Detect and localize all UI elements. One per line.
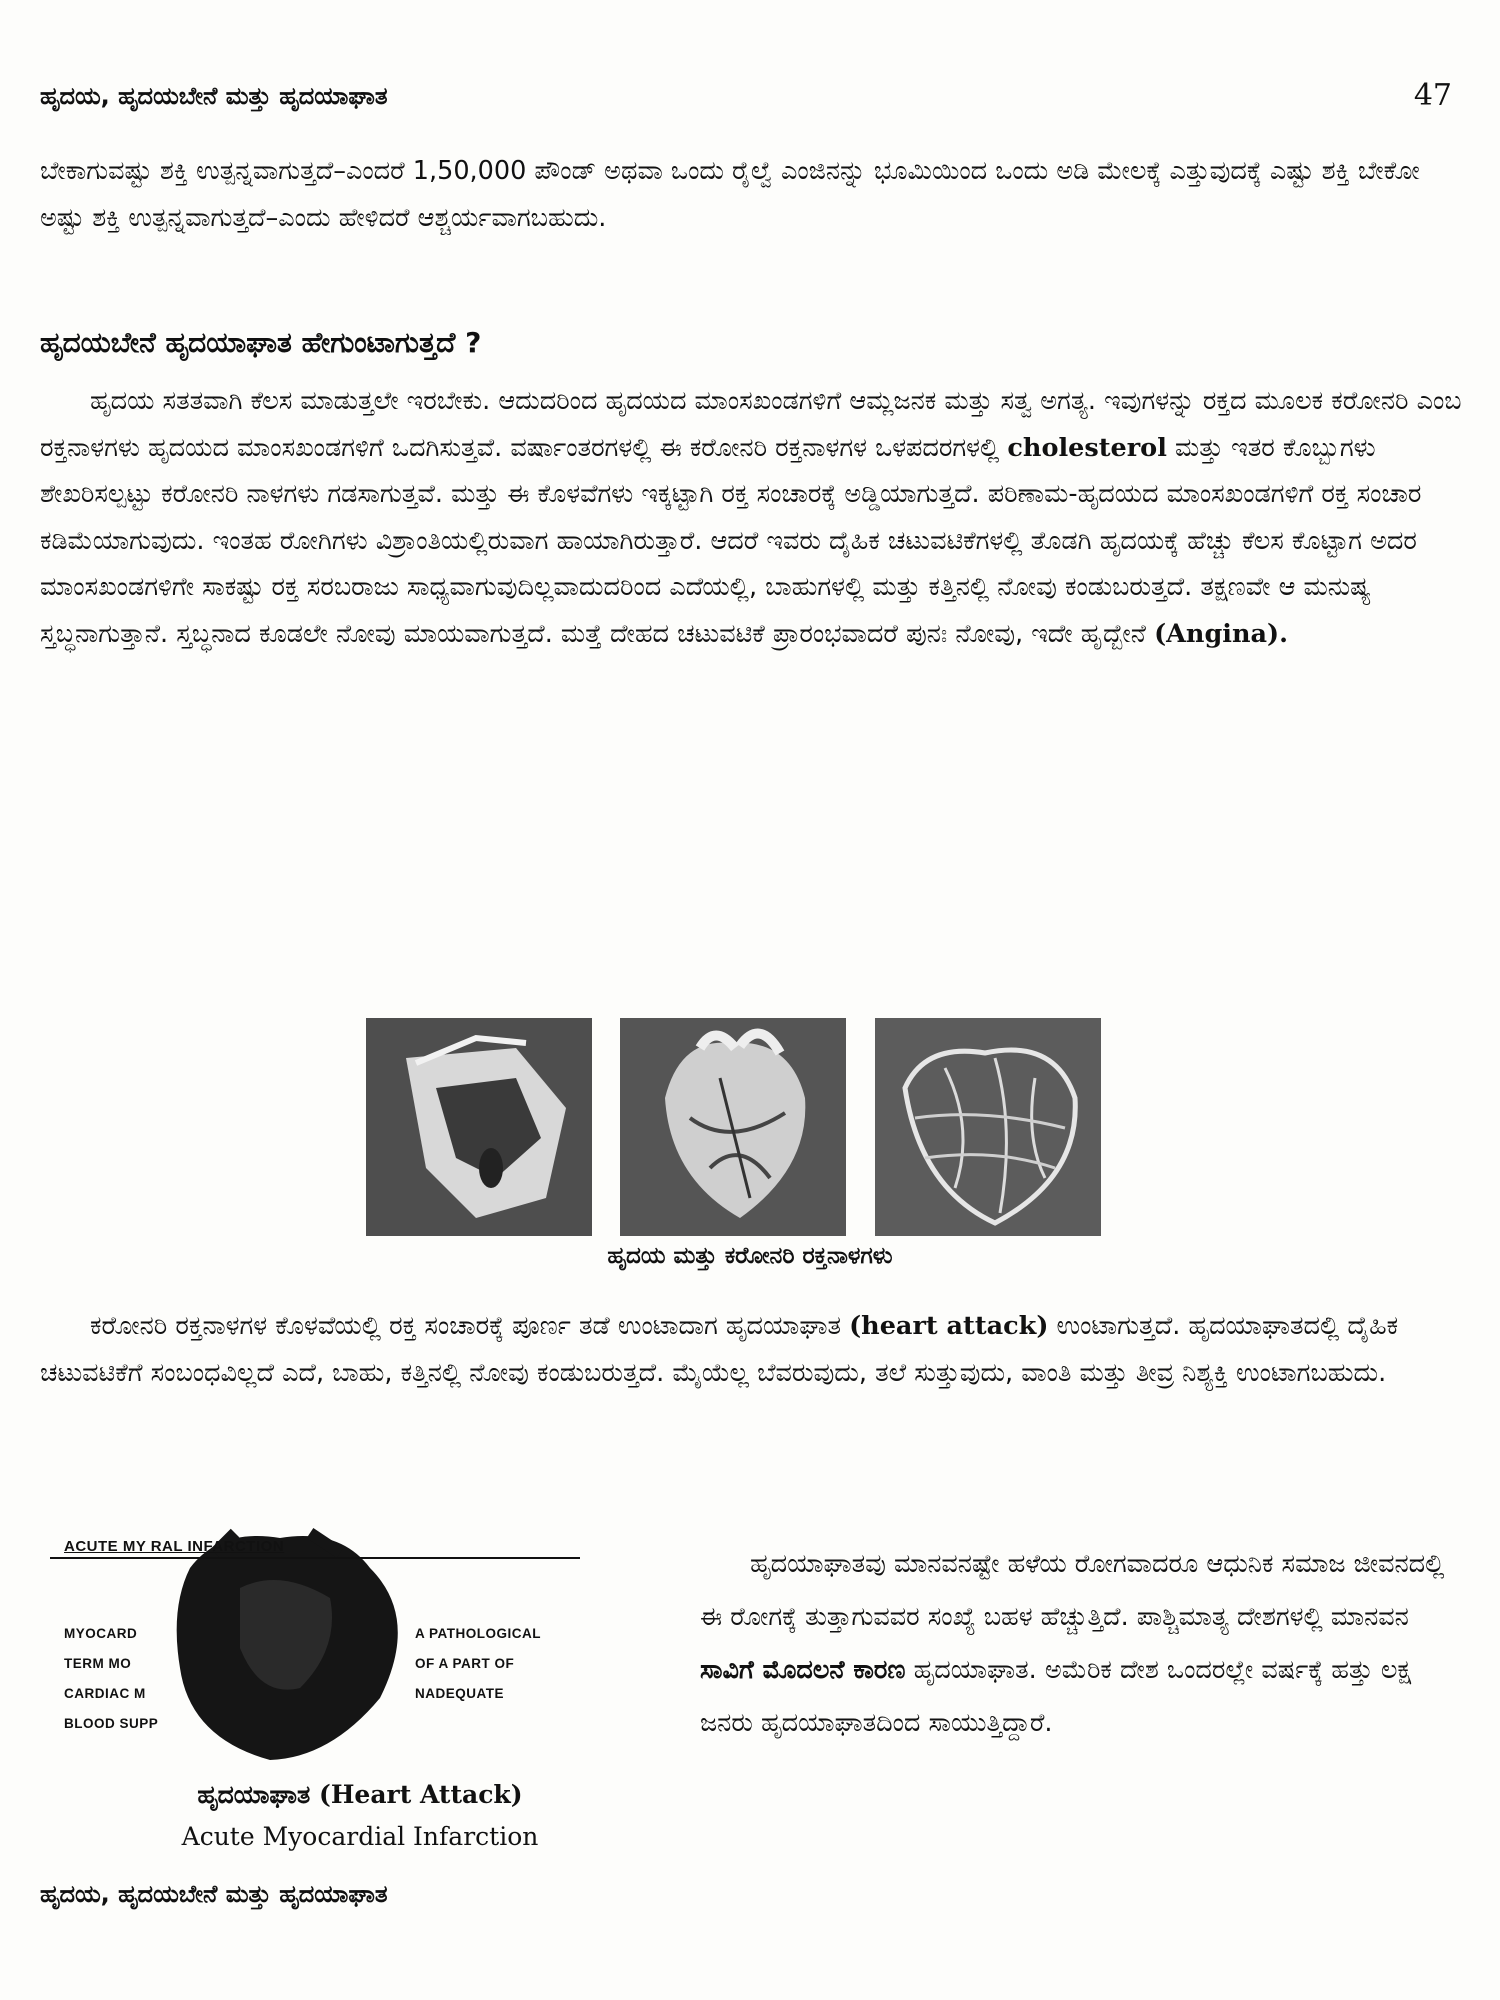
paragraph-angina-text-1: ಹೃದಯ ಸತತವಾಗಿ ಕೆಲಸ ಮಾಡುತ್ತಲೇ ಇರಬೇಕು. ಆದುದರಿಂದ ಹೃದಯದ ಮಾಂಸಖಂಡಗಳಿಗೆ ಆಮ್ಲಜನಕ ಮತ್ತು ಸತ್ವ ಅಗತ್ಯ. ಇವುಗಳನ್ನು ರಕ್ತದ ಮೂಲಕ ಕರೋನರಿ ಎಂಬ ರಕ್ತನಾಳಗಳು ಹೃದಯದ ಮಾಂಸಖಂಡಗಳಿಗೆ ಒದಗಿಸುತ್ತವೆ. ವರ್ಷಾಂತರಗಳಲ್ಲಿ ಈ ಕರೋನರಿ ರಕ್ತನಾಳಗಳ ಒಳಪದರಗಳಲ್ಲಿ xyxy=(40,386,1462,463)
ami-line3-a: CARDIAC M xyxy=(64,1686,146,1701)
paragraph-angina xyxy=(40,378,1465,657)
paragraph-mortality-text-2: ಹೃದಯಾಘಾತ. ಅಮೆರಿಕ ದೇಶ ಒಂದರಲ್ಲೇ ವರ್ಷಕ್ಕೆ ಹತ್ತು ಲಕ್ಷ ಜನರು ಹೃದಯಾಘಾತದಿಂದ ಸಾಯುತ್ತಿದ್ದಾರೆ. xyxy=(700,1655,1412,1738)
ami-line1-a: MYOCARD xyxy=(64,1626,138,1641)
ami-figure xyxy=(40,1528,588,1766)
term-angina: (Angina). xyxy=(1154,618,1288,649)
heart-image-1 xyxy=(366,1018,592,1236)
paragraph-mortality xyxy=(700,1538,1465,1750)
bottom-running-title: ಹೃದಯ, ಹೃದಯಬೇನೆ ಮತ್ತು ಹೃದಯಾಘಾತ xyxy=(40,1880,388,1908)
term-cholesterol: cholesterol xyxy=(1007,432,1167,463)
ami-line3-b: NADEQUATE xyxy=(415,1686,505,1701)
paragraph-angina-text-2: ಮತ್ತು ಇತರ ಕೊಬ್ಬುಗಳು ಶೇಖರಿಸಲ್ಪಟ್ಟು ಕರೋನರಿ ನಾಳಗಳು ಗಡಸಾಗುತ್ತವೆ. ಮತ್ತು ಈ ಕೊಳವೆಗಳು ಇಕ್ಕಟ್ಟಾಗಿ ರಕ್ತ ಸಂಚಾರಕ್ಕೆ ಅಡ್ಡಿಯಾಗುತ್ತದೆ. ಪರಿಣಾಮ-ಹೃದಯದ ಮಾಂಸಖಂಡಗಳಿಗೆ ರಕ್ತ ಸಂಚಾರ ಕಡಿಮೆಯಾಗುವುದು. ಇಂತಹ ರೋಗಿಗಳು ವಿಶ್ರಾಂತಿಯಲ್ಲಿರುವಾಗ ಹಾಯಾಗಿರುತ್ತಾರೆ. ಆದರೆ ಇವರು ದೈಹಿಕ ಚಟುವಟಿಕೆಗಳಲ್ಲಿ ತೊಡಗಿ ಹೃದಯಕ್ಕೆ ಹೆಚ್ಚು ಕೆಲಸ ಕೊಟ್ಟಾಗ ಅದರ ಮಾಂಸಖಂಡಗಳಿಗೇ ಸಾಕಷ್ಟು ರಕ್ತ ಸರಬರಾಜು ಸಾಧ್ಯವಾಗುವುದಿಲ್ಲವಾದುದರಿಂದ ಎದೆಯಲ್ಲಿ, ಬಾಹುಗಳಲ್ಲಿ ಮತ್ತು ಕತ್ತಿನಲ್ಲಿ ನೋವು ಕಂಡುಬರುತ್ತದೆ. ತಕ್ಷಣವೇ ಆ ಮನುಷ್ಯ ಸ್ತಬ್ಧನಾಗುತ್ತಾನೆ. ಸ್ತಬ್ಧನಾದ ಕೂಡಲೇ ನೋವು ಮಾಯವಾಗುತ್ತದೆ. ಮತ್ತೆ ದೇಹದ ಚಟುವಟಿಕೆ ಪ್ರಾರಂಭವಾದರೆ ಪುನಃ ನೋವು, ಇದೇ ಹೃದ್ಬೇನೆ xyxy=(40,432,1422,649)
running-header xyxy=(40,78,1460,118)
heart-figure-caption: ಹೃದಯ ಮತ್ತು ಕರೋನರಿ ರಕ್ತನಾಳಗಳು xyxy=(607,1243,893,1269)
heart-image-2 xyxy=(620,1018,846,1236)
paragraph-intro: ಬೇಕಾಗುವಷ್ಟು ಶಕ್ತಿ ಉತ್ಪನ್ನವಾಗುತ್ತದೆ–ಎಂದರೆ 1,50,000 ಪೌಂಡ್ ಅಥವಾ ಒಂದು ರೈಲ್ವೆ ಎಂಜಿನನ್ನು ಭೂಮಿಯಿಂದ ಒಂದು ಅಡಿ ಮೇಲಕ್ಕೆ ಎತ್ತುವುದಕ್ಕೆ ಎಷ್ಟು ಶಕ್ತಿ ಬೇಕೋ ಅಷ್ಟು ಶಕ್ತಿ ಉತ್ಪನ್ನವಾಗುತ್ತದೆ–ಎಂದು ಹೇಳಿದರೆ ಆಶ್ಚರ್ಯವಾಗಬಹುದು. xyxy=(40,156,1420,233)
paragraph-mortality-bold: ಸಾವಿಗೆ ಮೊದಲನೆ ಕಾರಣ xyxy=(700,1655,906,1685)
page-number: 47 xyxy=(1413,78,1452,113)
running-title: ಹೃದಯ, ಹೃದಯಬೇನೆ ಮತ್ತು ಹೃದಯಾಘಾತ xyxy=(40,82,388,110)
heart-image-3 xyxy=(875,1018,1101,1236)
ami-line2-b: OF A PART OF xyxy=(415,1656,515,1671)
ami-caption-line2: Acute Myocardial Infarction xyxy=(181,1822,539,1851)
ami-line2-a: TERM MO xyxy=(64,1656,132,1671)
ami-caption-line1 xyxy=(40,1774,680,1816)
ami-caption-english: (Heart Attack) xyxy=(318,1780,523,1809)
paragraph-heart-attack xyxy=(40,1303,1465,1396)
paragraph-heart-attack-text-1: ಕರೋನರಿ ರಕ್ತನಾಳಗಳ ಕೊಳವೆಯಲ್ಲಿ ರಕ್ತ ಸಂಚಾರಕ್ಕೆ ಪೂರ್ಣ ತಡೆ ಉಂಟಾದಾಗ ಹೃದಯಾಘಾತ xyxy=(90,1311,841,1341)
ami-line1-b: A PATHOLOGICAL xyxy=(415,1626,541,1641)
term-heart-attack: (heart attack) xyxy=(849,1311,1049,1341)
ami-title: ACUTE MY RAL INFARCTION xyxy=(64,1538,285,1555)
ami-caption-kannada: ಹೃದಯಾಘಾತ xyxy=(197,1780,311,1809)
paragraph-mortality-text-1: ಹೃದಯಾಘಾತವು ಮಾನವನಷ್ಟೇ ಹಳೆಯ ರೋಗವಾದರೂ ಆಧುನಿಕ ಸಮಾಜ ಜೀವನದಲ್ಲಿ ಈ ರೋಗಕ್ಕೆ ತುತ್ತಾಗುವವರ ಸಂಖ್ಯೆ ಬಹಳ ಹೆಚ್ಚುತ್ತಿದೆ. ಪಾಶ್ಚಿಮಾತ್ಯ ದೇಶಗಳಲ್ಲಿ ಮಾನವನ xyxy=(700,1549,1445,1632)
ami-figure-caption xyxy=(40,1774,680,1858)
paragraph-heart-attack-text-2: ಉಂಟಾಗುತ್ತದೆ. ಹೃದಯಾಘಾತದಲ್ಲಿ ದೈಹಿಕ ಚಟುವಟಿಕೆಗೆ ಸಂಬಂಧವಿಲ್ಲದೆ ಎದೆ, ಬಾಹು, ಕತ್ತಿನಲ್ಲಿ ನೋವು ಕಂಡುಬರುತ್ತದೆ. ಮೈಯೆಲ್ಲ ಬೆವರುವುದು, ತಲೆ ಸುತ್ತುವುದು, ವಾಂತಿ ಮತ್ತು ತೀವ್ರ ನಿಶ್ಯಕ್ತಿ ಉಂಟಾಗಬಹುದು. xyxy=(40,1311,1399,1388)
section-heading: ಹೃದಯಬೇನೆ ಹೃದಯಾಘಾತ ಹೇಗುಂಟಾಗುತ್ತದೆ ? xyxy=(40,326,482,359)
ami-line4-a: BLOOD SUPP xyxy=(64,1716,159,1731)
